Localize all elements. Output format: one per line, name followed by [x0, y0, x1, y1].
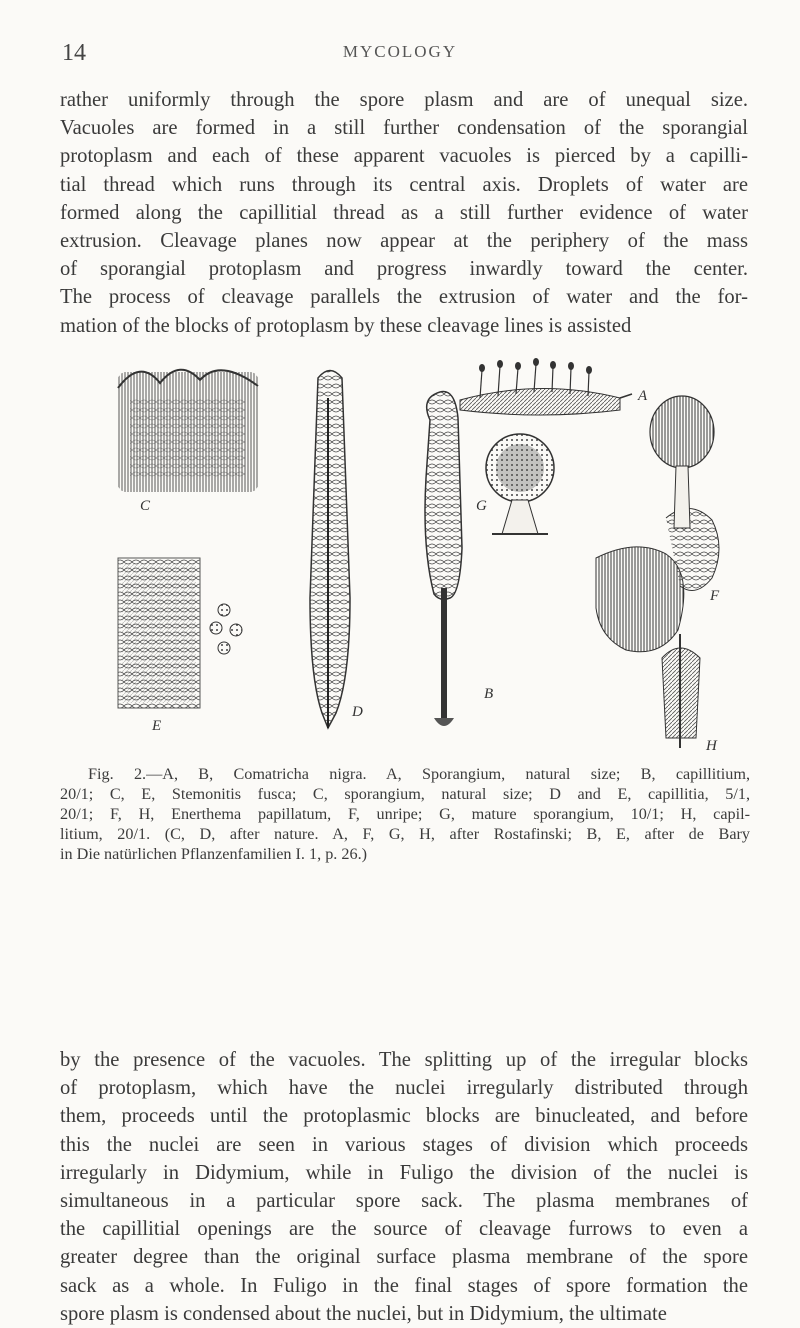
caption-line: Fig. 2.—A, B, Comatricha nigra. A, Sporangium, natural size; B, capillitium,	[88, 765, 750, 783]
text-line: rather uniformly through the spore plasm and are of unequal size.	[60, 89, 748, 111]
figure-label-g: G	[476, 498, 487, 514]
text-line: the capillitial openings are the source of cleavage furrows to even a	[60, 1218, 748, 1241]
figure-drawing	[100, 358, 756, 760]
figure-caption	[60, 764, 750, 864]
caption-line: in Die natürlichen Pflanzenfamilien I. 1, p. 26.)	[60, 845, 368, 863]
panel-c-drawing	[118, 370, 258, 492]
body-paragraph-bottom	[60, 1046, 748, 1328]
text-line: irregularly in Didymium, while in Fuligo the division of the nuclei is	[60, 1161, 748, 1184]
figure-label-b: B	[484, 686, 494, 702]
figure-label-a: A	[638, 388, 648, 404]
figure-label-d: D	[352, 704, 363, 720]
text-line: extrusion. Cleavage planes now appear at the periphery of the mass	[60, 230, 748, 253]
text-line: of protoplasm, which have the nuclei irregularly distributed through	[60, 1077, 748, 1100]
caption-line: 20/1; C, E, Stemonitis fusca; C, sporangium, natural size; D and E, capillitia, 5/1,	[60, 785, 750, 803]
body-paragraph-top	[60, 86, 748, 340]
text-line: by the presence of the vacuoles. The splitting up of the irregular blocks	[60, 1049, 748, 1071]
text-line: of sporangial protoplasm and progress inwardly toward the center.	[60, 258, 748, 281]
text-line: The process of cleavage parallels the extrusion of water and the for-	[60, 286, 748, 309]
caption-line: 20/1; F, H, Enerthema papillatum, F, unripe; G, mature sporangium, 10/1; H, capil-	[60, 805, 750, 823]
text-line: greater degree than the original surface plasma membrane of the spore	[60, 1246, 748, 1269]
text-line: formed along the capillitial thread as a still further evidence of water	[60, 201, 748, 224]
text-line: protoplasm and each of these apparent vacuoles is pierced by a capilli-	[60, 145, 748, 168]
panel-f-drawing	[596, 508, 719, 651]
running-title: MYCOLOGY	[342, 42, 458, 61]
text-line: mation of the blocks of protoplasm by these cleavage lines is assisted	[60, 314, 632, 337]
figure-label-f: F	[710, 588, 720, 604]
text-line: sack as a whole. In Fuligo in the final stages of spore formation the	[60, 1274, 748, 1297]
figure-label-h: H	[706, 738, 717, 754]
text-line: spore plasm is condensed about the nuclei, but in Didymium, the ultimate	[60, 1302, 667, 1325]
text-line: this the nuclei are seen in various stages of division which proceeds	[60, 1133, 748, 1156]
panel-e-drawing	[118, 558, 242, 708]
page-number: 14	[62, 40, 86, 66]
text-line: tial thread which runs through its central axis. Droplets of water are	[60, 173, 748, 196]
panel-b-drawing	[425, 392, 462, 726]
figure-illustration	[100, 358, 756, 760]
panel-a-drawing	[460, 358, 632, 415]
text-line: them, proceeds until the protoplasmic blocks are binucleated, and before	[60, 1105, 748, 1128]
panel-g-drawing	[486, 434, 554, 534]
caption-line: litium, 20/1. (C, D, after nature. A, F, G, H, after Rostafinski; B, E, after de Bary	[60, 825, 750, 843]
text-line: simultaneous in a particular spore sack. The plasma membranes of	[60, 1190, 748, 1213]
text-line: Vacuoles are formed in a still further condensation of the sporangial	[60, 117, 748, 140]
panel-d-drawing	[310, 371, 350, 729]
figure-label-e: E	[152, 718, 162, 734]
figure-label-c: C	[140, 498, 151, 514]
